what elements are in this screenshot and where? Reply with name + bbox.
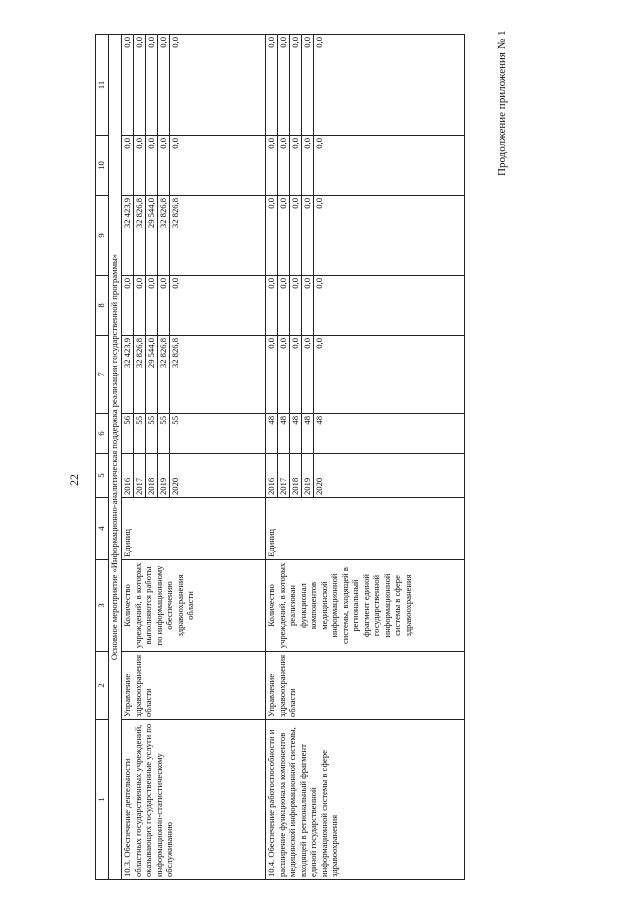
cell-c9: 0,0 — [278, 196, 290, 276]
cell-c11: 0,0 — [314, 35, 465, 136]
cell-indicator: Количество учреждений, в которых выполняются работы по информационному обеспечению здравоохранения области — [122, 560, 266, 652]
continuation-label: Продолжение приложения № 1 — [496, 30, 508, 176]
cell-c9: 32 423,9 — [122, 196, 134, 276]
cell-c6: 48 — [314, 414, 465, 454]
cell-c10: 0,0 — [146, 136, 158, 196]
cell-c11: 0,0 — [122, 35, 134, 136]
cell-c8: 0,0 — [302, 276, 314, 336]
col-header: 11 — [96, 35, 109, 136]
col-header: 6 — [96, 414, 109, 454]
cell-c9: 29 544,0 — [146, 196, 158, 276]
cell-c7: 0,0 — [290, 336, 302, 414]
col-header: 7 — [96, 336, 109, 414]
cell-executor: Управление здравоохранения области — [266, 652, 465, 720]
cell-c8: 0,0 — [134, 276, 146, 336]
col-header: 1 — [96, 720, 109, 880]
cell-year: 2018 — [146, 454, 158, 498]
section-row — [109, 35, 122, 880]
cell-c11: 0,0 — [146, 35, 158, 136]
cell-c10: 0,0 — [122, 136, 134, 196]
cell-c9: 32 826,8 — [170, 196, 266, 276]
cell-c10: 0,0 — [134, 136, 146, 196]
rotated-table-sheet — [95, 35, 618, 880]
cell-year: 2020 — [170, 454, 266, 498]
cell-c6: 55 — [158, 414, 170, 454]
cell-c10: 0,0 — [314, 136, 465, 196]
cell-c9: 32 826,8 — [158, 196, 170, 276]
cell-unit: Единиц — [266, 498, 465, 560]
cell-c6: 56 — [122, 414, 134, 454]
cell-c6: 48 — [278, 414, 290, 454]
cell-c9: 32 826,8 — [134, 196, 146, 276]
cell-c6: 55 — [146, 414, 158, 454]
cell-c7: 32 423,9 — [122, 336, 134, 414]
page-number: 22 — [67, 474, 81, 486]
col-header: 5 — [96, 454, 109, 498]
cell-indicator: Количество учреждений, в которых реализован функционал компонентов медицинской информационной системы, входящей в региональный фрагмент единой государственной информационной системы в сфере здравоохранения — [266, 560, 465, 652]
cell-c11: 0,0 — [134, 35, 146, 136]
cell-year: 2017 — [278, 454, 290, 498]
cell-c8: 0,0 — [278, 276, 290, 336]
cell-c7: 32 826,8 — [158, 336, 170, 414]
cell-c6: 55 — [134, 414, 146, 454]
table-row — [122, 35, 134, 880]
col-header: 2 — [96, 652, 109, 720]
cell-measure: 10.3. Обеспечение деятельности областных государственных учреждений, оказывающих государственные услуги по информационно-статистическому обслуживанию — [122, 720, 266, 880]
col-header: 4 — [96, 498, 109, 560]
cell-c6: 48 — [290, 414, 302, 454]
program-table — [95, 34, 465, 880]
cell-c7: 29 544,0 — [146, 336, 158, 414]
cell-c10: 0,0 — [266, 136, 278, 196]
cell-executor: Управление здравоохранения области — [122, 652, 266, 720]
cell-c6: 48 — [266, 414, 278, 454]
cell-c11: 0,0 — [290, 35, 302, 136]
cell-c6: 55 — [170, 414, 266, 454]
cell-c6: 48 — [302, 414, 314, 454]
cell-c10: 0,0 — [278, 136, 290, 196]
cell-unit: Единиц — [122, 498, 266, 560]
cell-c8: 0,0 — [266, 276, 278, 336]
cell-c11: 0,0 — [302, 35, 314, 136]
col-header: 10 — [96, 136, 109, 196]
cell-c8: 0,0 — [314, 276, 465, 336]
cell-c9: 0,0 — [290, 196, 302, 276]
cell-c7: 0,0 — [314, 336, 465, 414]
cell-year: 2019 — [302, 454, 314, 498]
cell-year: 2016 — [122, 454, 134, 498]
cell-c7: 32 826,8 — [170, 336, 266, 414]
cell-c8: 0,0 — [122, 276, 134, 336]
cell-c10: 0,0 — [302, 136, 314, 196]
cell-c11: 0,0 — [158, 35, 170, 136]
table-row-group — [266, 35, 465, 880]
cell-c11: 0,0 — [266, 35, 278, 136]
cell-c7: 32 826,8 — [134, 336, 146, 414]
cell-c7: 0,0 — [278, 336, 290, 414]
table-row — [266, 35, 278, 880]
cell-c10: 0,0 — [158, 136, 170, 196]
cell-c9: 0,0 — [314, 196, 465, 276]
cell-c7: 0,0 — [266, 336, 278, 414]
section-title: Основное мероприятие «Информационно-аналитическая поддержка реализации государственной программы» — [109, 35, 122, 880]
col-header: 3 — [96, 560, 109, 652]
col-header: 9 — [96, 196, 109, 276]
cell-c11: 0,0 — [170, 35, 266, 136]
cell-c11: 0,0 — [278, 35, 290, 136]
cell-c9: 0,0 — [302, 196, 314, 276]
cell-c10: 0,0 — [290, 136, 302, 196]
cell-c8: 0,0 — [146, 276, 158, 336]
cell-c8: 0,0 — [170, 276, 266, 336]
cell-c9: 0,0 — [266, 196, 278, 276]
cell-year: 2016 — [266, 454, 278, 498]
table-row-group — [122, 35, 266, 880]
cell-c7: 0,0 — [302, 336, 314, 414]
cell-c8: 0,0 — [158, 276, 170, 336]
cell-year: 2019 — [158, 454, 170, 498]
cell-year: 2017 — [134, 454, 146, 498]
column-number-row — [96, 35, 109, 880]
cell-measure: 10.4. Обеспечение работоспособности и расширение функционала компонентов медицинской информационной системы, входящей в региональный фрагмент единой государственной информационной системы в сфере здравоохранения — [266, 720, 465, 880]
cell-c10: 0,0 — [170, 136, 266, 196]
cell-year: 2018 — [290, 454, 302, 498]
col-header: 8 — [96, 276, 109, 336]
cell-c8: 0,0 — [290, 276, 302, 336]
cell-year: 2020 — [314, 454, 465, 498]
